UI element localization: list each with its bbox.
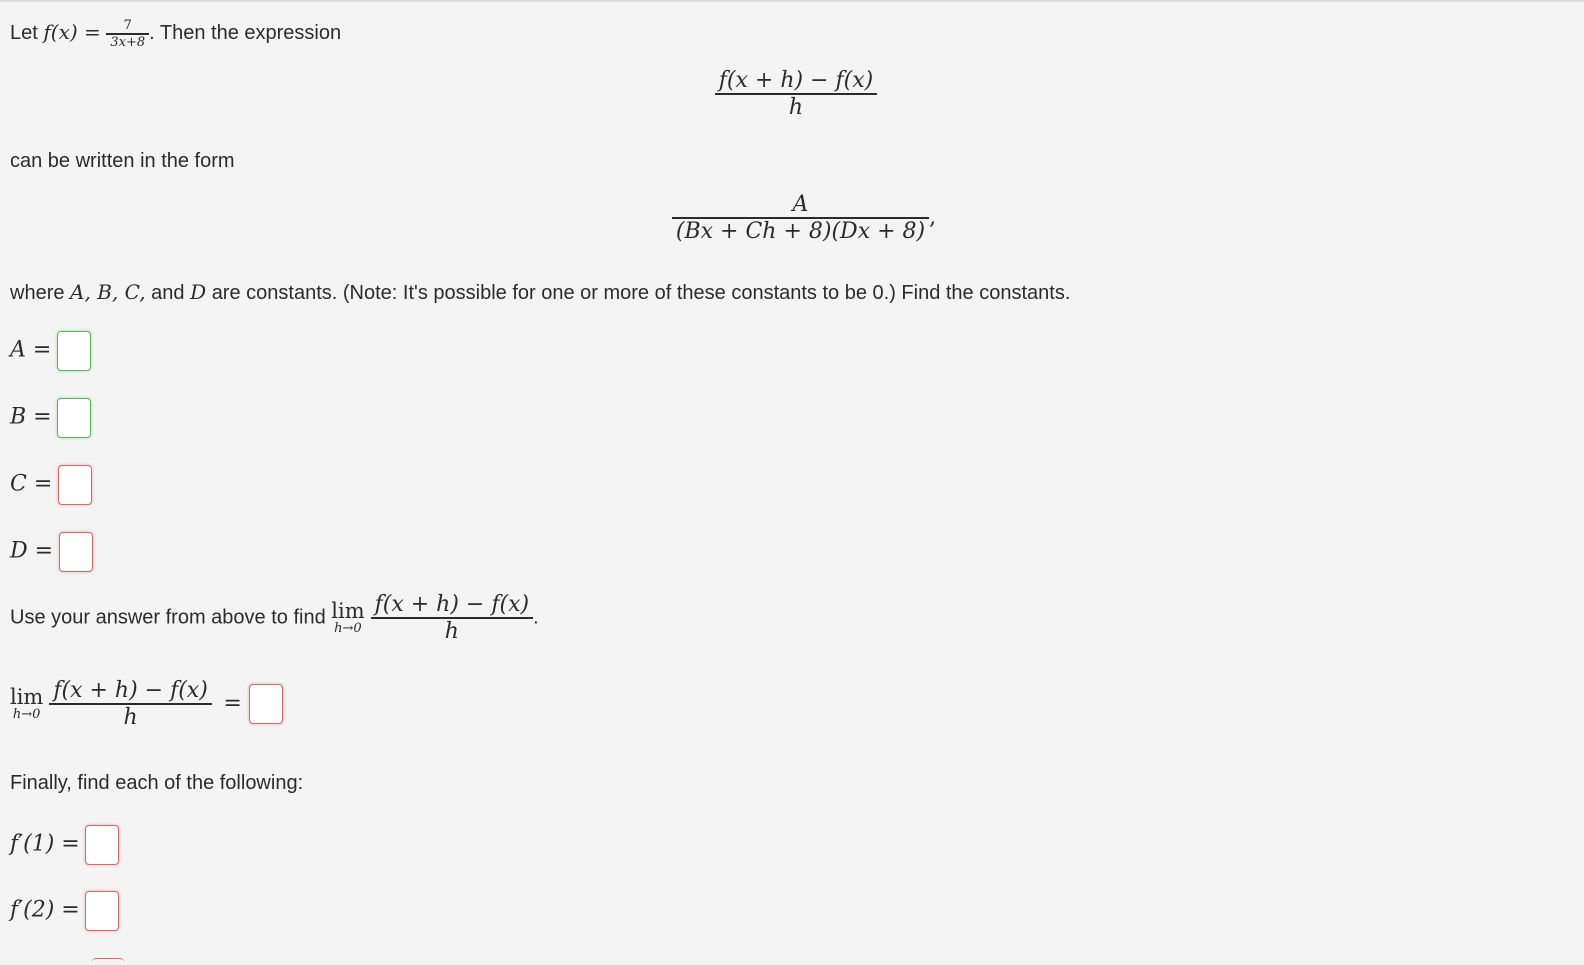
target-form-comma: , bbox=[929, 204, 937, 230]
derivative-1-row bbox=[10, 825, 119, 865]
difference-quotient-den: h bbox=[788, 94, 804, 120]
limit-answer-num: f(x + h) − f(x) bbox=[53, 678, 208, 703]
where-d: D bbox=[190, 280, 207, 304]
constant-c-label: C = bbox=[10, 471, 53, 497]
where-pre: where bbox=[10, 282, 65, 304]
intro-function: f(x) = bbox=[43, 20, 101, 45]
limit-prompt-den: h bbox=[444, 618, 459, 644]
where-and: and bbox=[151, 282, 185, 304]
limit-answer-lim-sub: h→0 bbox=[12, 706, 41, 722]
difference-quotient-num: f(x + h) − f(x) bbox=[718, 68, 874, 93]
limit-prompt-lim-sub: h→0 bbox=[334, 620, 362, 636]
constant-b-label: B = bbox=[10, 404, 52, 430]
limit-answer-lim bbox=[10, 686, 43, 722]
finally-text: Finally, find each of the following: bbox=[10, 772, 304, 794]
intro-line bbox=[10, 18, 341, 50]
where-post: are constants. (Note: It's possible for one or more of these constants to be 0.) Find the constants. bbox=[211, 282, 1071, 304]
limit-prompt-lim-word: lim bbox=[331, 598, 365, 623]
limit-prompt-text: Use your answer from above to find bbox=[10, 606, 326, 629]
limit-prompt-num: f(x + h) − f(x) bbox=[374, 592, 530, 617]
constant-c-input[interactable] bbox=[58, 465, 92, 505]
derivative-2-input[interactable] bbox=[85, 891, 119, 931]
limit-prompt-fraction bbox=[371, 592, 533, 644]
derivative-1-label: f′(1) = bbox=[10, 831, 80, 857]
constant-d-label: D = bbox=[10, 538, 54, 564]
derivative-1-input[interactable] bbox=[85, 825, 119, 865]
constant-d-input[interactable] bbox=[59, 532, 93, 572]
limit-prompt-lim bbox=[331, 600, 364, 636]
form-text: can be written in the form bbox=[10, 150, 235, 172]
limit-answer-equals: = bbox=[223, 691, 242, 717]
intro-fraction bbox=[106, 18, 149, 50]
top-divider bbox=[0, 0, 1584, 2]
target-form-num: A bbox=[792, 192, 809, 217]
derivative-2-label: f′(2) = bbox=[10, 897, 80, 923]
constant-a-row bbox=[10, 331, 91, 371]
limit-answer-fraction bbox=[49, 678, 211, 730]
limit-answer-row bbox=[10, 678, 283, 730]
constant-c-row bbox=[10, 465, 92, 505]
target-form-den: (Bx + Ch + 8)(Dx + 8) bbox=[675, 218, 926, 244]
limit-prompt-period: . bbox=[533, 606, 539, 629]
constant-b-row bbox=[10, 398, 91, 438]
constant-a-label: A = bbox=[10, 337, 52, 363]
target-form bbox=[664, 192, 944, 244]
where-vars: A, B, C, bbox=[70, 280, 146, 304]
constant-a-input[interactable] bbox=[57, 331, 91, 371]
intro-fraction-den: 3x+8 bbox=[110, 34, 146, 50]
limit-answer-input[interactable] bbox=[249, 684, 283, 724]
derivative-2-row bbox=[10, 891, 119, 931]
intro-after: . Then the expression bbox=[149, 22, 342, 45]
limit-prompt bbox=[10, 592, 539, 644]
constant-d-row bbox=[10, 532, 93, 572]
limit-answer-den: h bbox=[123, 704, 138, 730]
constant-b-input[interactable] bbox=[57, 398, 91, 438]
where-line bbox=[10, 280, 1070, 305]
intro-fraction-num: 7 bbox=[123, 18, 132, 33]
limit-answer-lim-word: lim bbox=[10, 684, 44, 709]
difference-quotient bbox=[706, 68, 886, 120]
intro-let: Let bbox=[10, 22, 38, 45]
